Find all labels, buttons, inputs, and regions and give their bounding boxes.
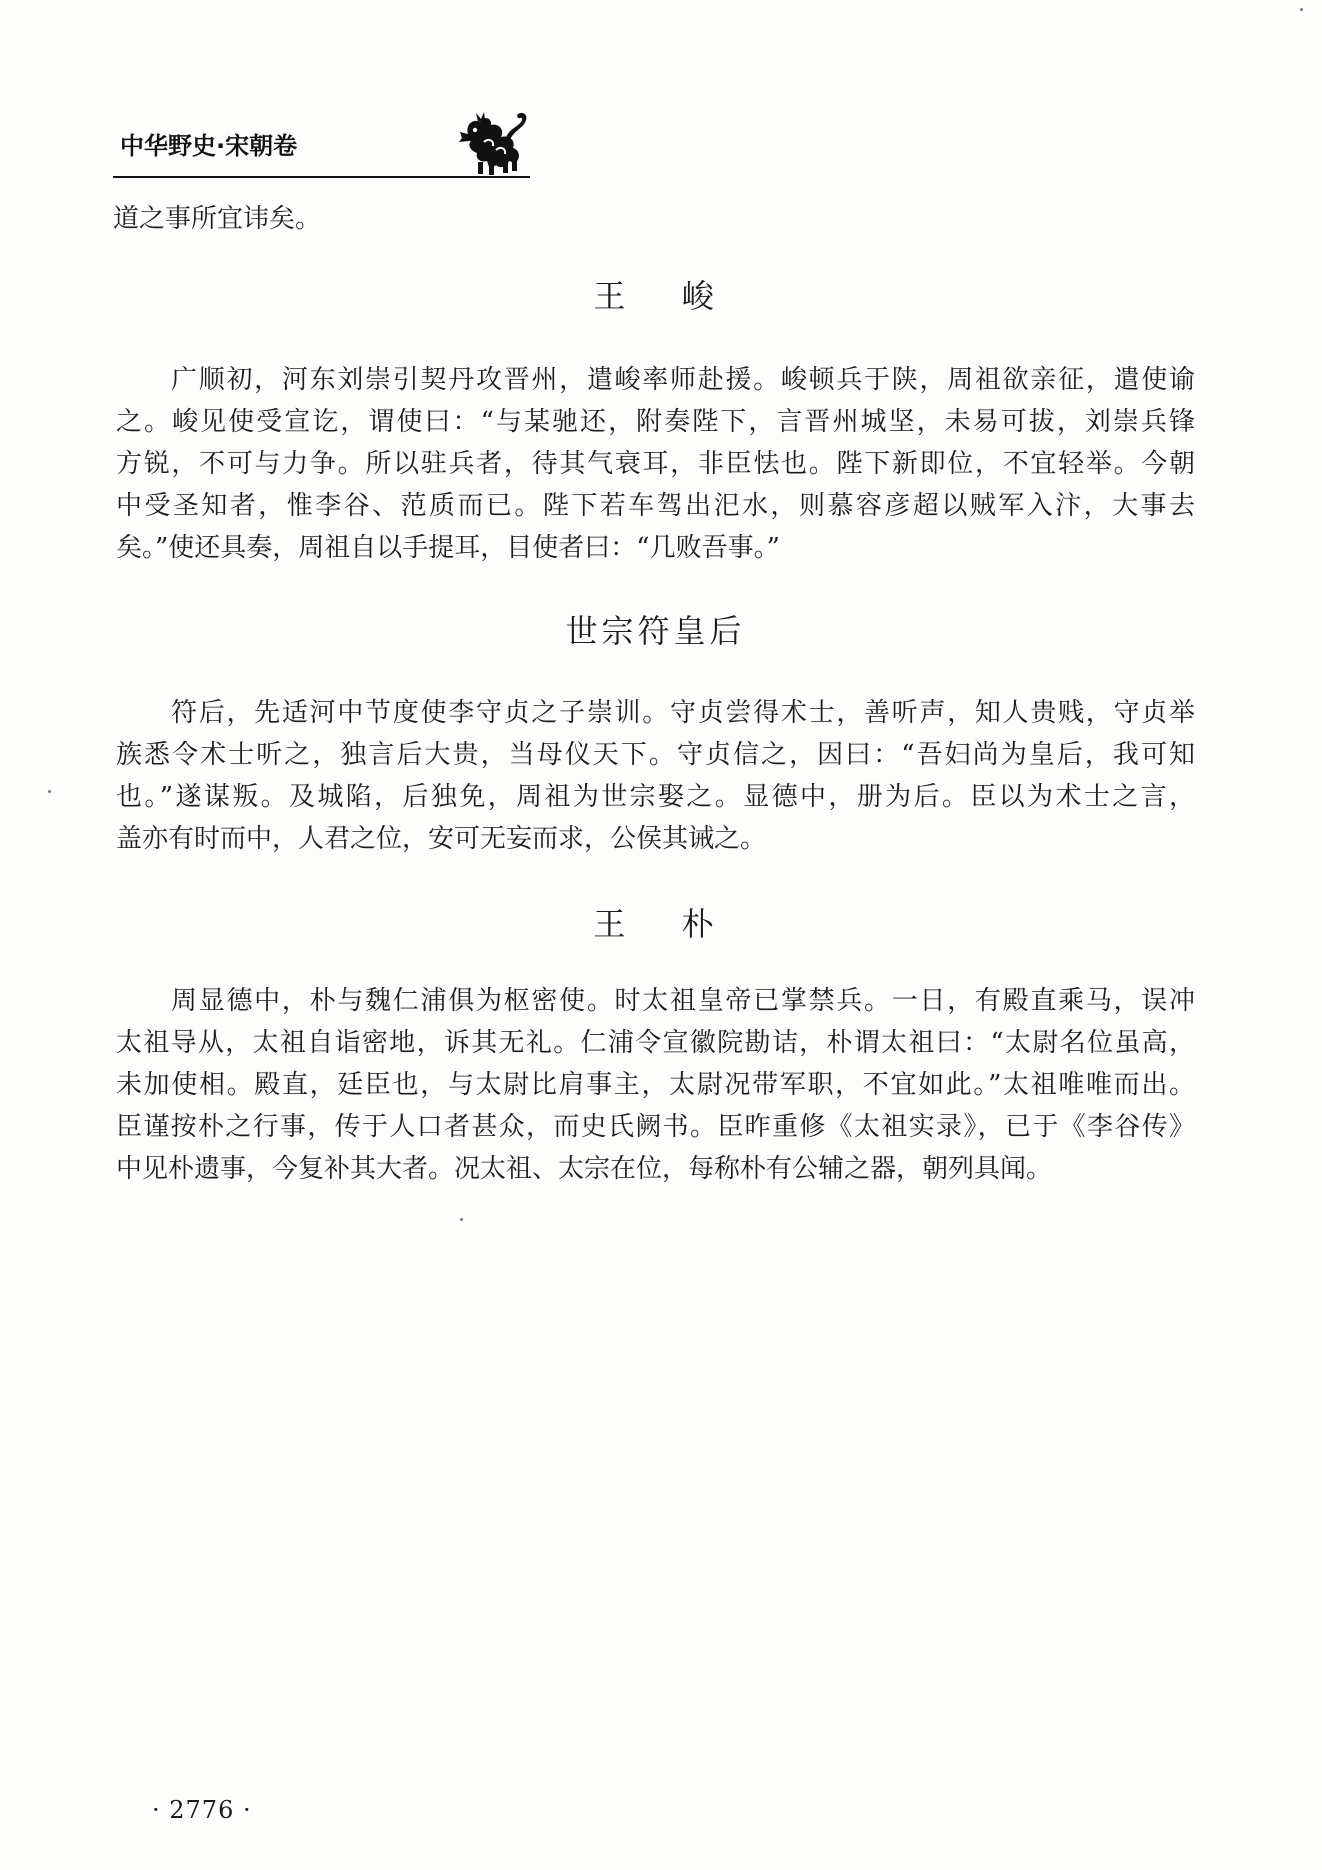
section-title: 世宗符皇后 xyxy=(565,612,746,650)
text-line: 矣。”使还具奏，周祖自以手提耳，目使者曰：“几败吾事。” xyxy=(116,533,780,563)
section-title: 王 峻 xyxy=(593,277,718,315)
section-title: 王 朴 xyxy=(593,905,718,943)
text-line: 未加使相。殿直，廷臣也，与太尉比肩事主，太尉况带军职，不宜如此。”太祖唯唯而出。 xyxy=(116,1070,1195,1100)
continued-paragraph xyxy=(113,198,1192,240)
running-title: 中华野史·宋朝卷 xyxy=(120,132,298,160)
text-line: 盖亦有时而中，人君之位，安可无妄而求，公侯其诫之。 xyxy=(116,824,767,854)
paragraph xyxy=(116,980,1195,1190)
text-line: 周显德中，朴与魏仁浦俱为枢密使。时太祖皇帝已掌禁兵。一日，有殿直乘马，误冲 xyxy=(171,986,1195,1016)
scan-speck xyxy=(460,1218,463,1221)
text-line: 也。”遂谋叛。及城陷，后独免，周祖为世宗娶之。显德中，册为后。臣以为术士之言， xyxy=(116,782,1195,812)
text-line: 道之事所宜讳矣。 xyxy=(113,204,322,234)
header-rule xyxy=(113,176,530,178)
text-line: 之。峻见使受宣讫，谓使曰：“与某驰还，附奏陛下，言晋州城坚，未易可拔，刘崇兵锋 xyxy=(116,407,1195,437)
scan-speck xyxy=(48,790,51,793)
text-line: 太祖导从，太祖自诣密地，诉其无礼。仁浦令宣徽院勘诘，朴谓太祖曰：“太尉名位虽高， xyxy=(116,1028,1195,1058)
text-line: 广顺初，河东刘崇引契丹攻晋州，遣峻率师赴援。峻顿兵于陕，周祖欲亲征，遣使谕 xyxy=(171,365,1195,395)
text-line: 中见朴遗事，今复补其大者。况太祖、太宗在位，每称朴有公辅之器，朝列具闻。 xyxy=(116,1154,1053,1184)
page-number: · 2776 · xyxy=(152,1796,252,1824)
text-line: 族悉令术士听之，独言后大贵，当母仪天下。守贞信之，因曰：“吾妇尚为皇后，我可知 xyxy=(116,740,1195,770)
text-line: 中受圣知者，惟李谷、范质而已。陛下若车驾出汜水，则慕容彦超以贼军入汴，大事去 xyxy=(116,491,1195,521)
paragraph xyxy=(116,359,1195,569)
paragraph xyxy=(116,692,1195,860)
text-line: 符后，先适河中节度使李守贞之子崇训。守贞尝得术士，善听声，知人贵贱，守贞举 xyxy=(171,698,1195,728)
dragon-emblem-icon xyxy=(458,110,530,176)
text-line: 方锐，不可与力争。所以驻兵者，待其气衰耳，非臣怯也。陛下新即位，不宜轻举。今朝 xyxy=(116,449,1195,479)
scan-speck xyxy=(1300,8,1303,11)
text-line: 臣谨按朴之行事，传于人口者甚众，而史氏阙书。臣昨重修《太祖实录》，已于《李谷传》 xyxy=(116,1112,1195,1142)
